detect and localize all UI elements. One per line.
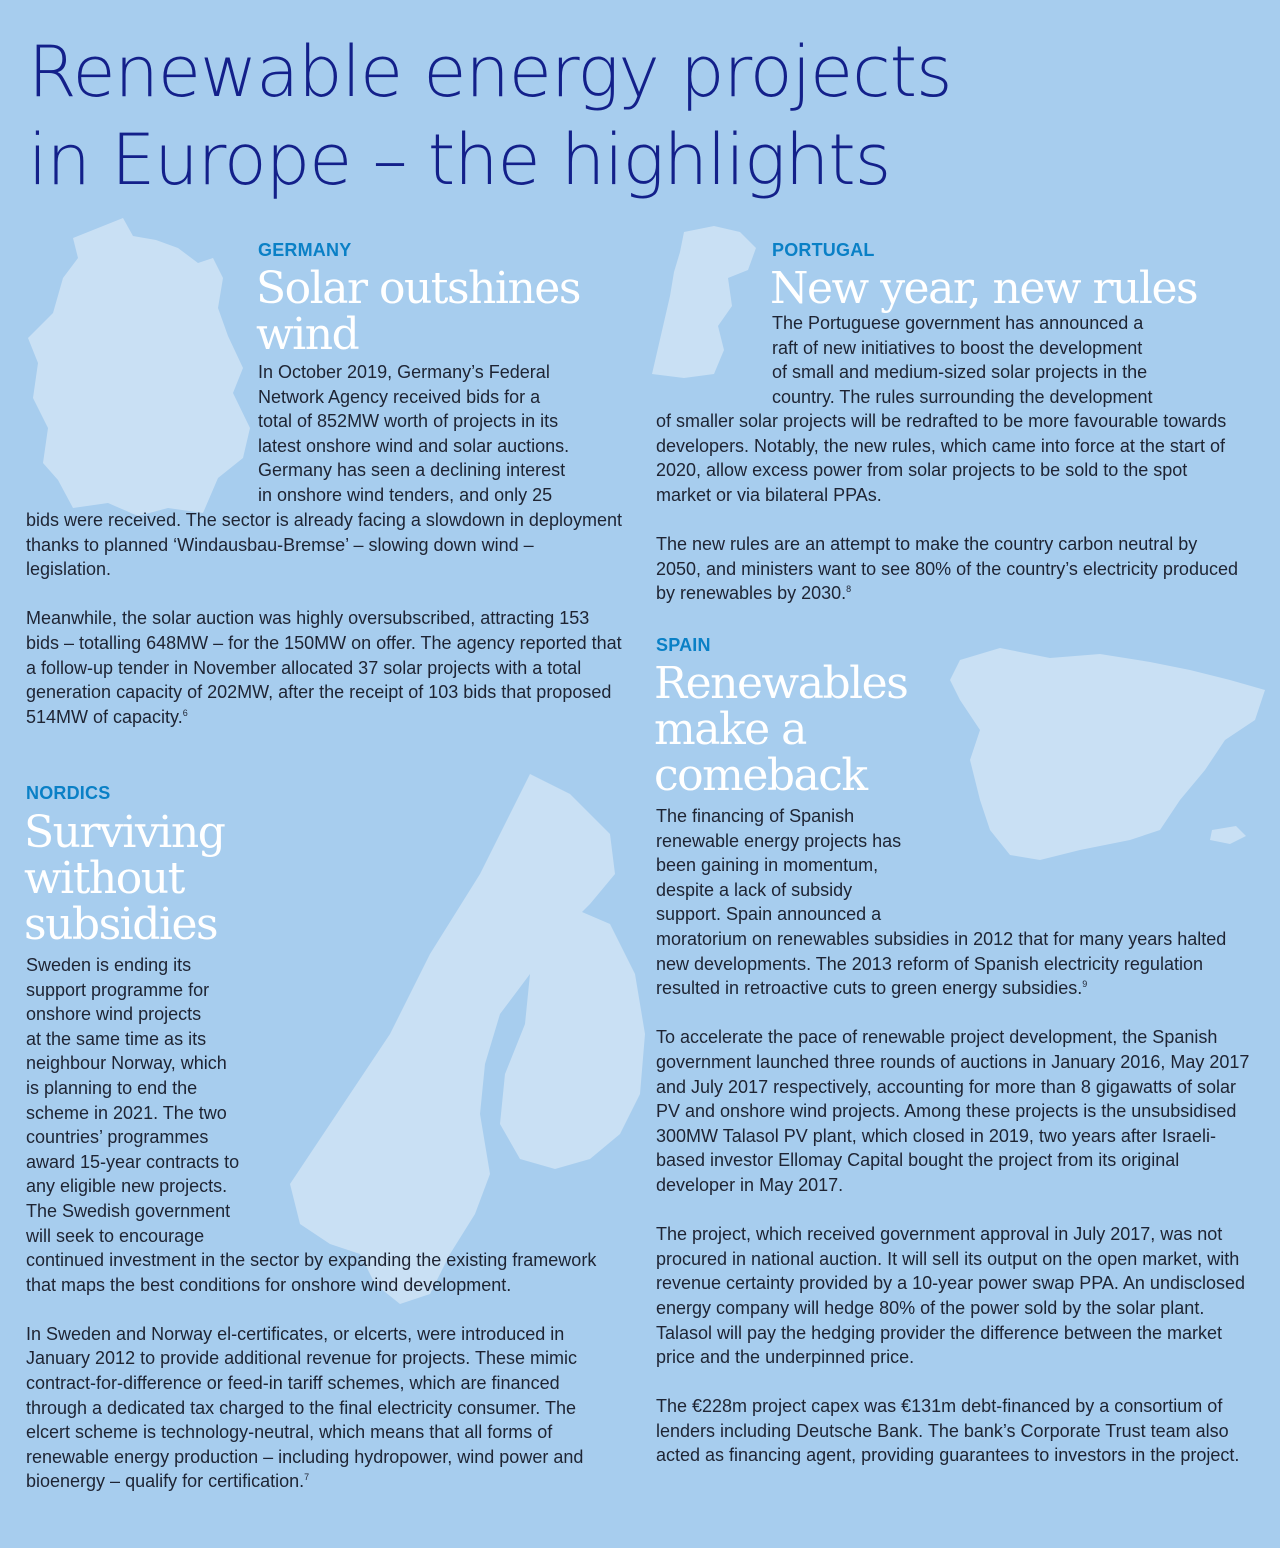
- spain-para-2: To accelerate the pace of renewable project development, the Spanish government launched three rounds of auctions in January 2016, May 2017 and July 2017 respectively, accounting for more than 8 gigawatts of solar PV and onshore wind projects. Among these projects is the unsubsidised 300MW Talasol PV plant, which closed in 2019, two years after Israeli-based investor Ellomay Capital bought the project from its original developer in May 2017.: [656, 1027, 1250, 1195]
- spain-line-4: despite a lack of subsidy: [656, 879, 853, 900]
- nordics-line-4: at the same time as its: [26, 1028, 207, 1049]
- germany-para-1-intro: [258, 360, 628, 508]
- spain-para-4: The €228m project capex was €131m debt-financed by a consortium of lenders including Deutsche Bank. The bank’s Corporate Trust team also acted as financing agent, providing guarantees to investors in the project.: [656, 1396, 1240, 1466]
- germany-body: [26, 508, 622, 729]
- germany-headline-line-2: wind: [256, 309, 359, 360]
- page-title: [28, 28, 952, 204]
- nordics-para-1-rest: continued investment in the sector by expanding the existing framework that maps the best conditions for onshore wind development.: [26, 1250, 597, 1295]
- nordics-line-11: The Swedish government: [26, 1200, 231, 1221]
- nordics-headline: [24, 807, 225, 950]
- germany-para-2: [26, 606, 622, 729]
- spain-map: [940, 640, 1270, 870]
- nordics-line-8: countries’ programmes: [26, 1127, 209, 1148]
- spain-kicker: SPAIN: [656, 635, 711, 655]
- nordics-body: [26, 1248, 622, 1494]
- germany-para-2-text: Meanwhile, the solar auction was highly oversubscribed, attracting 153 bids – totalling 648MW – for the 150MW on offer. The agency reported that a follow-up tender in November allocated 37 solar projects with a total generation capacity of 202MW, after the receipt of 103 bids that proposed 514MW of capacity.: [26, 608, 622, 727]
- portugal-line-2: raft of new initiatives to boost the development: [772, 337, 1143, 358]
- title-line-2: in Europe – the highlights: [28, 119, 891, 201]
- portugal-para-1-intro: [772, 311, 1242, 409]
- spain-para-1-rest-text: moratorium on renewables subsidies in 2012 that for many years halted new developments. The 2013 reform of Spanish electricity regulation resulted in retroactive cuts to green energy subsidies.: [656, 929, 1227, 999]
- portugal-footnote: 8: [846, 584, 852, 595]
- portugal-headline: [770, 263, 1198, 314]
- title-line-1: Renewable energy projects: [28, 31, 952, 113]
- nordics-headline-line-2: without: [24, 853, 184, 904]
- portugal-line-3: of small and medium-sized solar projects in the: [772, 362, 1148, 383]
- germany-footnote: 6: [182, 707, 188, 718]
- spain-headline: [654, 658, 908, 801]
- portugal-line-4: country. The rules surrounding the development: [772, 386, 1153, 407]
- germany-line-3: total of 852MW worth of projects in its: [258, 411, 559, 432]
- nordics-para-2-text: In Sweden and Norway el-certificates, or elcerts, were introduced in January 2012 to provide additional revenue for projects. These mimic contract-for-difference or feed-in tariff schemes, which are financed through a dedicated tax charged to the final electricity consumer. The elcert scheme is technology-neutral, which means that all forms of renewable energy production – including hydropower, wind power and bioenergy – qualify for certification.: [26, 1323, 584, 1492]
- germany-kicker: GERMANY: [258, 240, 352, 260]
- portugal-para-2-text: The new rules are an attempt to make the country carbon neutral by 2050, and ministers want to see 80% of the country’s electricity produced by renewables by 2030.: [656, 533, 1238, 604]
- portugal-para-1-rest: of smaller solar projects will be redrafted to be more favourable towards developers. Notably, the new rules, which came into force at the start of 2020, allow excess power from solar projects to be sold to the spot market or via bilateral PPAs.: [656, 411, 1227, 505]
- nordics-line-5: neighbour Norway, which: [26, 1053, 227, 1074]
- spain-headline-line-2: make a: [654, 704, 806, 755]
- nordics-line-1: Sweden is ending its: [26, 955, 192, 975]
- nordics-line-7: scheme in 2021. The two: [26, 1102, 227, 1123]
- germany-line-5: Germany has seen a declining interest: [258, 460, 566, 481]
- spain-line-5: support. Spain announced a: [656, 904, 882, 925]
- spain-headline-line-3: comeback: [654, 750, 867, 801]
- germany-para-1-rest: bids were received. The sector is already facing a slowdown in deployment thanks to planned ‘Windausbau-Bremse’ – slowing down wind – legislation.: [26, 510, 622, 580]
- spain-para-3: The project, which received government approval in July 2017, was not procured in national auction. It will sell its output on the open market, with revenue certainty provided by a 10-year power swap PPA. An undisclosed energy company will hedge 80% of the power sold by the solar plant. Talasol will pay the hedging provider the difference between the market price and the underpinned price.: [656, 1224, 1245, 1368]
- germany-headline: [256, 263, 580, 360]
- spain-body: [656, 927, 1256, 1468]
- nordics-line-10: any eligible new projects.: [26, 1176, 228, 1197]
- portugal-headline-line-1: New year, new rules: [770, 263, 1198, 314]
- germany-line-1: In October 2019, Germany’s Federal: [258, 362, 550, 382]
- portugal-kicker: PORTUGAL: [772, 240, 875, 260]
- nordics-line-6: is planning to end the: [26, 1077, 198, 1098]
- germany-line-6: in onshore wind tenders, and only 25: [258, 484, 553, 505]
- spain-headline-line-1: Renewables: [654, 658, 908, 709]
- spain-footnote: 9: [1082, 979, 1088, 990]
- portugal-para-2: [656, 532, 1244, 606]
- spain-para-1-rest: [656, 927, 1256, 1001]
- portugal-body: [656, 409, 1244, 606]
- nordics-line-9: award 15-year contracts to: [26, 1151, 240, 1172]
- germany-map: [28, 218, 258, 518]
- nordics-line-3: onshore wind projects: [26, 1004, 202, 1025]
- portugal-line-1: The Portuguese government has announced a: [772, 313, 1144, 333]
- nordics-map: [290, 774, 650, 1314]
- nordics-headline-line-3: subsidies: [24, 899, 218, 950]
- spain-para-1-intro: [656, 804, 956, 927]
- nordics-kicker: NORDICS: [26, 783, 111, 803]
- nordics-line-12: will seek to encourage: [26, 1225, 205, 1246]
- germany-line-2: Network Agency received bids for a: [258, 386, 541, 407]
- nordics-footnote: 7: [304, 1472, 310, 1483]
- nordics-line-2: support programme for: [26, 979, 210, 1000]
- portugal-map: [644, 226, 764, 386]
- nordics-para-1-intro: [26, 953, 286, 1248]
- spain-line-1: The financing of Spanish: [656, 806, 855, 826]
- germany-line-4: latest onshore wind and solar auctions.: [258, 435, 570, 456]
- germany-headline-line-1: Solar outshines: [256, 263, 580, 314]
- nordics-headline-line-1: Surviving: [24, 807, 225, 858]
- spain-line-3: been gaining in momentum,: [656, 855, 879, 876]
- nordics-para-2: [26, 1322, 622, 1494]
- spain-line-2: renewable energy projects has: [656, 830, 902, 851]
